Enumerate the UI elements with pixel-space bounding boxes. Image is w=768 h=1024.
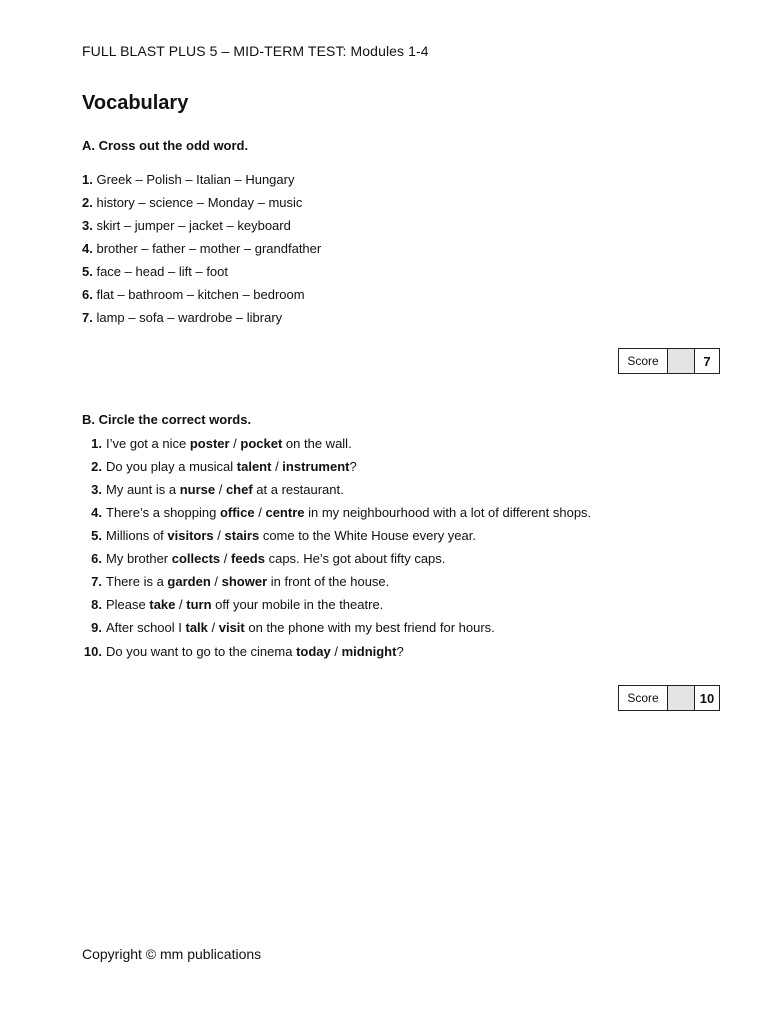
list-item: [82, 240, 321, 258]
list-item: [82, 263, 228, 281]
item-number: 3.: [91, 482, 102, 497]
option-one[interactable]: visitors: [167, 528, 214, 543]
score-total: 10: [699, 690, 715, 706]
option-one[interactable]: garden: [167, 574, 211, 589]
item-number: 5.: [91, 528, 102, 543]
option-separator: /: [210, 574, 222, 589]
option-separator: /: [213, 528, 225, 543]
list-item: [82, 504, 591, 522]
list-item: [82, 435, 352, 453]
part-a-score-box: [618, 348, 720, 374]
list-item: [82, 619, 495, 637]
item-text-after: ?: [349, 459, 357, 474]
item-text-before: I’ve got a nice: [106, 436, 190, 451]
page-header: FULL BLAST PLUS 5 – MID-TERM TEST: Modules 1-4: [82, 43, 429, 59]
option-two[interactable]: midnight: [341, 644, 397, 659]
option-two[interactable]: turn: [186, 597, 212, 612]
part-a-instruction: A. Cross out the odd word.: [82, 138, 249, 153]
list-item: [82, 527, 476, 545]
list-item: [82, 573, 389, 591]
option-two[interactable]: visit: [218, 620, 245, 635]
option-separator: /: [175, 597, 187, 612]
option-separator: /: [271, 459, 283, 474]
option-separator: /: [215, 482, 226, 497]
item-text-before: After school I: [106, 620, 186, 635]
option-two[interactable]: centre: [265, 505, 305, 520]
option-two[interactable]: shower: [221, 574, 268, 589]
item-text: flat – bathroom – kitchen – bedroom: [96, 287, 305, 302]
item-number: 8.: [91, 597, 102, 612]
score-label: Score: [619, 349, 668, 373]
score-entry-field[interactable]: [668, 686, 695, 710]
option-one[interactable]: collects: [171, 551, 221, 566]
list-item: [82, 286, 305, 304]
item-text-after: in front of the house.: [267, 574, 390, 589]
item-number: 7.: [91, 574, 102, 589]
section-title: Vocabulary: [82, 92, 189, 114]
option-one[interactable]: office: [219, 505, 255, 520]
item-number: 9.: [91, 620, 102, 635]
item-number: 1.: [91, 436, 102, 451]
score-entry-field[interactable]: [668, 349, 695, 373]
item-text-after: caps. He’s got about fifty caps.: [264, 551, 446, 566]
list-item: [82, 194, 302, 212]
list-item: [82, 171, 294, 189]
option-separator: /: [220, 551, 232, 566]
item-text-after: at a restaurant.: [252, 482, 344, 497]
item-text-before: Millions of: [106, 528, 168, 543]
item-number: 4.: [91, 505, 102, 520]
item-text-before: There is a: [106, 574, 168, 589]
list-item: [82, 481, 344, 499]
option-one[interactable]: nurse: [179, 482, 216, 497]
item-number: 4.: [82, 241, 93, 256]
item-number: 6.: [82, 287, 93, 302]
item-number: 2.: [91, 459, 102, 474]
item-text: history – science – Monday – music: [96, 195, 303, 210]
option-two[interactable]: instrument: [282, 459, 350, 474]
item-text: lamp – sofa – wardrobe – library: [96, 310, 283, 325]
list-item: [82, 309, 282, 327]
option-two[interactable]: pocket: [240, 436, 283, 451]
option-two[interactable]: feeds: [231, 551, 265, 566]
list-item: [82, 596, 383, 614]
item-number: 1.: [82, 172, 93, 187]
item-number: 3.: [82, 218, 93, 233]
option-one[interactable]: take: [149, 597, 176, 612]
item-number: 10.: [83, 644, 102, 659]
item-text-after: on the phone with my best friend for hours.: [244, 620, 495, 635]
item-text-after: in my neighbourhood with a lot of different shops.: [304, 505, 592, 520]
copyright-footer: Copyright © mm publications: [82, 946, 262, 962]
list-item: [82, 643, 404, 661]
item-text-before: My aunt is a: [106, 482, 180, 497]
option-separator: /: [330, 644, 342, 659]
part-b-score-box: [618, 685, 720, 711]
item-text-after: off your mobile in the theatre.: [211, 597, 384, 612]
item-text: skirt – jumper – jacket – keyboard: [96, 218, 291, 233]
item-number: 2.: [82, 195, 93, 210]
option-one[interactable]: poster: [189, 436, 230, 451]
list-item: [82, 458, 357, 476]
option-one[interactable]: talent: [236, 459, 272, 474]
item-text-before: There’s a shopping: [106, 505, 220, 520]
list-item: [82, 550, 445, 568]
item-text-before: My brother: [106, 551, 172, 566]
item-text-before: Do you play a musical: [106, 459, 237, 474]
item-number: 7.: [82, 310, 93, 325]
item-text-after: ?: [396, 644, 404, 659]
item-text: Greek – Polish – Italian – Hungary: [96, 172, 295, 187]
item-text-before: Please: [106, 597, 150, 612]
option-separator: /: [254, 505, 266, 520]
option-one[interactable]: talk: [185, 620, 208, 635]
item-text-after: on the wall.: [282, 436, 352, 451]
option-two[interactable]: stairs: [224, 528, 260, 543]
option-one[interactable]: today: [296, 644, 331, 659]
item-text-before: Do you want to go to the cinema: [106, 644, 297, 659]
list-item: [82, 217, 291, 235]
item-text-after: come to the White House every year.: [259, 528, 476, 543]
option-separator: /: [207, 620, 219, 635]
item-number: 5.: [82, 264, 93, 279]
item-text: brother – father – mother – grandfather: [96, 241, 322, 256]
option-two[interactable]: chef: [225, 482, 253, 497]
item-number: 6.: [91, 551, 102, 566]
score-total: 7: [703, 353, 711, 369]
item-text: face – head – lift – foot: [96, 264, 229, 279]
option-separator: /: [229, 436, 241, 451]
score-label: Score: [619, 686, 668, 710]
part-b-instruction: B. Circle the correct words.: [82, 412, 252, 427]
